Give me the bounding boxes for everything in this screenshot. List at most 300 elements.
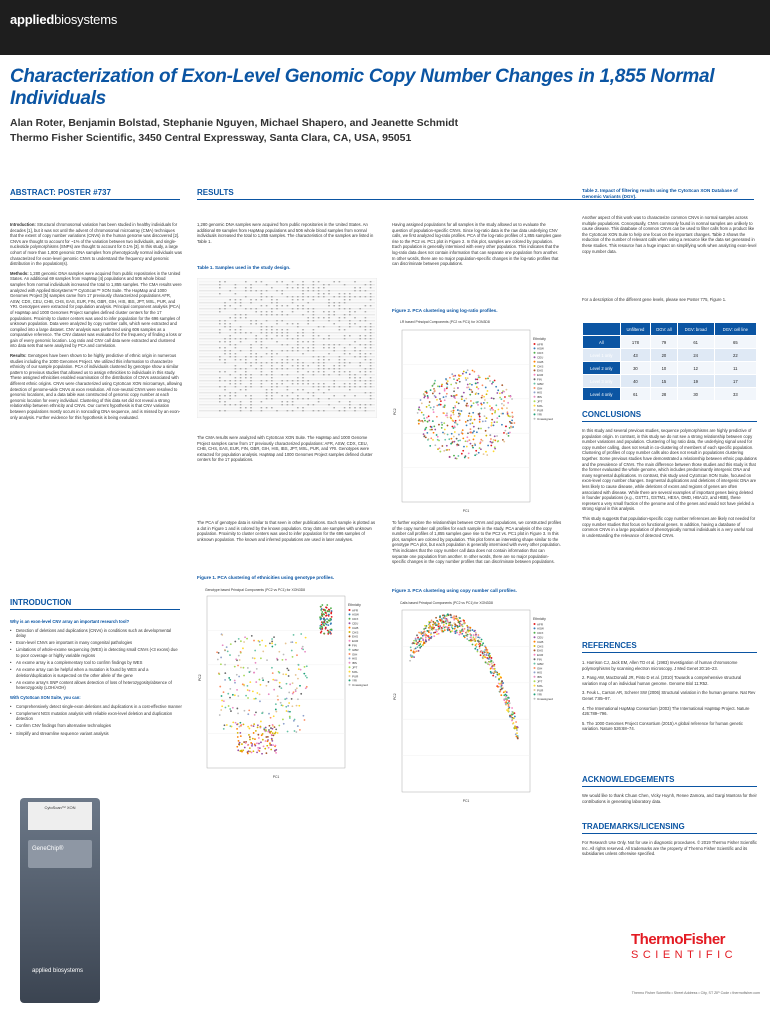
- data-point: [326, 614, 328, 616]
- data-point: [330, 607, 332, 609]
- data-point: [236, 728, 238, 730]
- legend-label: ASW: [537, 346, 544, 351]
- data-point: [250, 725, 252, 727]
- table1-cell: [370, 284, 372, 285]
- table1-cell: [292, 410, 294, 411]
- data-point: [271, 667, 273, 669]
- data-point: [475, 378, 477, 380]
- table1-cell: [318, 365, 320, 366]
- data-point: [271, 740, 273, 742]
- data-point: [457, 440, 459, 442]
- table1-cell: [240, 359, 242, 360]
- data-point: [320, 619, 322, 621]
- right-p2: For a description of the different gene levels, please see Poster 775, Figure 1.: [582, 297, 727, 302]
- table1-cell: [287, 287, 289, 288]
- table1-cell: [271, 302, 273, 303]
- legend-swatch: [349, 635, 351, 637]
- data-point: [433, 432, 435, 434]
- data-point: [416, 634, 418, 636]
- table1-cell: [297, 350, 299, 351]
- table1-cell: [235, 344, 237, 345]
- data-point: [492, 672, 494, 674]
- data-point: [444, 429, 446, 431]
- data-point: [499, 683, 501, 685]
- data-point: [505, 696, 507, 698]
- data-point: [275, 745, 277, 747]
- data-point: [269, 725, 271, 727]
- table1-cell: [229, 398, 231, 399]
- data-point: [239, 726, 241, 728]
- table1-cell: [365, 374, 367, 375]
- table1-cell: [297, 368, 299, 369]
- table1-cell: [287, 374, 289, 375]
- data-point: [217, 659, 219, 661]
- table1-cell: [250, 374, 252, 375]
- fig2-caption: Figure 2. PCA clustering using log-ratio profiles.: [392, 308, 498, 313]
- table1-cell: [318, 290, 320, 291]
- data-point: [252, 738, 254, 740]
- divider: [582, 786, 757, 787]
- table1-cell: [365, 353, 367, 354]
- table1-cell: [370, 395, 372, 396]
- table1-cell: [235, 359, 237, 360]
- table1-cell: [328, 284, 330, 285]
- table1-cell: [245, 314, 247, 315]
- table1-cell: [281, 365, 283, 366]
- table2-cell: 28: [651, 388, 678, 401]
- data-point: [463, 371, 465, 373]
- data-point: [290, 641, 292, 643]
- legend-swatch: [349, 622, 351, 624]
- table1-cell: [359, 377, 361, 378]
- table1-cell: [292, 296, 294, 297]
- legend-label: CHB: [352, 625, 359, 630]
- table1-cell: [240, 350, 242, 351]
- table1-cell: [281, 404, 283, 405]
- data-point: [453, 617, 455, 619]
- data-point: [490, 438, 492, 440]
- data-point: [498, 415, 500, 417]
- data-point: [216, 651, 218, 653]
- data-point: [427, 635, 429, 637]
- results-p5: To further explore the relationships between CNVs and populations, we constructed profiles of the copy number call profiles for each sample in the study. PCA analysis of the copy number call profiles of 1,855 samples gave rise to the PC2 vs. PC1 plot in Figure 3. In this plot, samples are colored by population. This plot forms an interesting shape similar to the genotype PCA plot, but each population is generally intermixed with every other population. This indicates that the copy number call data does not contain information that can separate one population from another. In other words, there are no major population-specific changes in the copy number profiles that can discriminate between populations.: [392, 520, 562, 565]
- data-point: [486, 649, 488, 651]
- data-point: [247, 753, 249, 755]
- trademarks-heading: TRADEMARKS/LICENSING: [582, 822, 685, 831]
- data-point: [220, 657, 222, 659]
- table2-cell: 10: [651, 362, 678, 375]
- data-point: [511, 412, 513, 414]
- introduction-heading: INTRODUCTION: [10, 598, 72, 607]
- table1-cell: [302, 389, 304, 390]
- table1-cell: [281, 374, 283, 375]
- table1-cell: [370, 335, 372, 336]
- legend-label: GBR: [537, 381, 544, 386]
- table1-cell: [328, 359, 330, 360]
- table1-cell: [365, 347, 367, 348]
- data-point: [451, 441, 453, 443]
- data-point: [425, 637, 427, 639]
- data-point: [419, 639, 421, 641]
- table1-cell: [250, 344, 252, 345]
- data-point: [291, 698, 293, 700]
- data-point: [260, 721, 262, 723]
- data-point: [300, 693, 302, 695]
- table1-row: [199, 398, 375, 399]
- data-point: [224, 672, 226, 674]
- table1-cell: [219, 347, 221, 348]
- table1-cell: [333, 302, 335, 303]
- data-point: [304, 719, 306, 721]
- data-point: [239, 659, 241, 661]
- table1-cell: [250, 302, 252, 303]
- table1-cell: [287, 338, 289, 339]
- affiliation: Thermo Fisher Scientific, 3450 Central Expressway, Santa Clara, CA, USA, 95051: [10, 132, 412, 144]
- data-point: [436, 399, 438, 401]
- data-point: [253, 640, 255, 642]
- data-point: [420, 645, 422, 647]
- data-point: [453, 387, 455, 389]
- data-point: [295, 674, 297, 676]
- table1-cell: [354, 395, 356, 396]
- data-point: [241, 743, 243, 745]
- data-point: [481, 397, 483, 399]
- data-point: [279, 672, 281, 674]
- legend-swatch: [534, 378, 536, 380]
- legend-swatch: [534, 685, 536, 687]
- table1-cell: [250, 323, 252, 324]
- table1-cell: [339, 371, 341, 372]
- data-point: [292, 682, 294, 684]
- table1-cell: [313, 341, 315, 342]
- table1-cell: [266, 362, 268, 363]
- table1-cell: [297, 335, 299, 336]
- table1-cell: [302, 383, 304, 384]
- table1-cell: [344, 302, 346, 303]
- table1-cell: [328, 368, 330, 369]
- table1-cell: [354, 281, 356, 282]
- table1-cell: [245, 371, 247, 372]
- data-point: [280, 687, 282, 689]
- table1-cell: [245, 296, 247, 297]
- thermofisher-logo: ThermoFisher: [631, 931, 726, 948]
- data-point: [466, 625, 468, 627]
- data-point: [462, 625, 464, 627]
- table1-cell: [313, 335, 315, 336]
- table1-cell: [328, 386, 330, 387]
- legend-swatch: [534, 623, 536, 625]
- table1-cell: [219, 371, 221, 372]
- data-point: [238, 676, 240, 678]
- data-point: [428, 415, 430, 417]
- table1-cell: [323, 284, 325, 285]
- data-point: [507, 710, 509, 712]
- table1-cell: [344, 350, 346, 351]
- table1-cell: [365, 329, 367, 330]
- data-point: [259, 750, 261, 752]
- table1-cell: [271, 392, 273, 393]
- data-point: [258, 737, 260, 739]
- data-point: [326, 618, 328, 620]
- table1-cell: [266, 347, 268, 348]
- table1-cell: [229, 353, 231, 354]
- legend-label: PUR: [537, 408, 544, 413]
- data-point: [462, 450, 464, 452]
- data-point: [453, 378, 455, 380]
- data-point: [279, 686, 281, 688]
- table1-cell: [328, 344, 330, 345]
- data-point: [244, 710, 246, 712]
- legend-label: ASW: [352, 612, 359, 617]
- table1-cell: [255, 341, 257, 342]
- data-point: [432, 621, 434, 623]
- table1-row: [199, 290, 375, 291]
- authors: Alan Roter, Benjamin Bolstad, Stephanie Nguyen, Michael Shapero, and Jeanette Schmidt: [10, 117, 459, 129]
- table1-cell: [229, 323, 231, 324]
- data-point: [485, 435, 487, 437]
- table1-cell: [229, 395, 231, 396]
- data-point: [234, 666, 236, 668]
- divider: [582, 833, 757, 834]
- data-point: [296, 654, 298, 656]
- table1-cell: [245, 317, 247, 318]
- table1-cell: [261, 410, 263, 411]
- data-point: [466, 631, 468, 633]
- references-heading: REFERENCES: [582, 641, 637, 650]
- table1-cell: [224, 308, 226, 309]
- data-point: [458, 413, 460, 415]
- data-point: [465, 440, 467, 442]
- data-point: [218, 652, 220, 654]
- table1-cell: [313, 371, 315, 372]
- table1-cell: [219, 287, 221, 288]
- data-point: [511, 415, 513, 417]
- data-point: [477, 404, 479, 406]
- table1-cell: [333, 368, 335, 369]
- legend-swatch: [534, 413, 536, 415]
- table1-cell: [354, 347, 356, 348]
- table2-header: DGV: broad: [677, 323, 714, 336]
- table1-cell: [370, 398, 372, 399]
- data-point: [423, 628, 425, 630]
- table1-cell: [224, 362, 226, 363]
- legend-label: CHB: [537, 359, 544, 364]
- data-point: [482, 421, 484, 423]
- table1-cell: [302, 335, 304, 336]
- data-point: [410, 650, 412, 652]
- data-point: [457, 409, 459, 411]
- data-point: [253, 732, 255, 734]
- data-point: [270, 744, 272, 746]
- data-point: [454, 425, 456, 427]
- data-point: [451, 626, 453, 628]
- table1-cell: [359, 335, 361, 336]
- data-point: [488, 427, 490, 429]
- data-point: [439, 615, 441, 617]
- data-point: [261, 753, 263, 755]
- table1-cell: [271, 311, 273, 312]
- data-point: [486, 402, 488, 404]
- data-point: [432, 439, 434, 441]
- table1-cell: [313, 386, 315, 387]
- data-point: [417, 412, 419, 414]
- data-point: [501, 688, 503, 690]
- legend-label: CDX: [537, 631, 544, 636]
- table1-cell: [287, 332, 289, 333]
- table1-cell: [323, 296, 325, 297]
- data-point: [240, 667, 242, 669]
- table1-cell: [370, 380, 372, 381]
- table1-cell: [287, 380, 289, 381]
- data-point: [252, 657, 254, 659]
- data-point: [262, 679, 264, 681]
- data-point: [473, 402, 475, 404]
- table1-cell: [370, 344, 372, 345]
- table1-cell: [287, 368, 289, 369]
- data-point: [423, 643, 425, 645]
- table1-cell: [224, 359, 226, 360]
- data-point: [232, 721, 234, 723]
- divider: [10, 609, 180, 610]
- conclusions-body: In this study and several previous studies, sequence polymorphisms are highly predictive of population origin. In contrast, in this study we do not see a strong relationship between copy number variations and population. Clustering of log ratio data, the underlying signal used for copy number calling, does not result in co-clustering of members of each specific population. Clustering of profiles of copy number calls also does not result in populations clustering together. Some previous studies have demonstrated a relationship between ethnic populations and the prevalence of CNVs. The main difference between those studies and this study is that the former evaluated the whole genome, which includes predominantly intergenic DNA and many segmental duplications. In contrast, this study used CytoScan XON Suite, focused on exon-level copy number changes. Segmental duplications and deletions of intergenic DNA are less likely to cause disease, while deletions of exons and regions of genes are often associated with disease. While there are several examples of important genes being deleted in founder populations (e.g., GSTT1, GSTM1, HEXA, DMD, HBA1/2, and HBB), these represent a very small fraction of the genome and of the genes and would not have yielded a strong signal in this analysis. This study suggests that population-specific copy number references are likely not needed for copy number studies that focus on functional genes. In addition, having a database of common CNVs in a large population of phenotypically normal individuals is a very useful tool in understanding the relevance of detected CNVs.: [582, 428, 757, 538]
- data-point: [248, 750, 250, 752]
- table1-cell: [323, 365, 325, 366]
- table1-cell: [261, 329, 263, 330]
- table1-cell: [307, 320, 309, 321]
- table1-cell: [323, 410, 325, 411]
- data-point: [304, 651, 306, 653]
- table1-cell: [354, 296, 356, 297]
- data-point: [246, 638, 248, 640]
- data-point: [474, 444, 476, 446]
- table1-cell: [261, 293, 263, 294]
- data-point: [453, 407, 455, 409]
- table1-cell: [250, 398, 252, 399]
- data-point: [425, 391, 427, 393]
- table1-cell: [339, 368, 341, 369]
- table1-cell: [292, 347, 294, 348]
- table1-cell: [235, 353, 237, 354]
- table1-cell: [370, 377, 372, 378]
- table1-cell: [287, 410, 289, 411]
- table1-cell: [349, 377, 351, 378]
- table1-row: [199, 293, 375, 294]
- table1-caption: Table 1. Samples used in the study design.: [197, 265, 291, 270]
- legend-label: MXL: [352, 669, 359, 674]
- data-point: [454, 632, 456, 634]
- data-point: [498, 678, 500, 680]
- data-point: [240, 724, 242, 726]
- data-point: [494, 412, 496, 414]
- table1-cell: [307, 323, 309, 324]
- table1-cell: [287, 362, 289, 363]
- data-point: [295, 689, 297, 691]
- table1-cell: [276, 410, 278, 411]
- table1-cell: [281, 383, 283, 384]
- data-point: [285, 673, 287, 675]
- data-point: [465, 455, 467, 457]
- data-point: [439, 451, 441, 453]
- data-point: [453, 410, 455, 412]
- table1-cell: [333, 407, 335, 408]
- data-point: [504, 430, 506, 432]
- data-point: [259, 679, 261, 681]
- data-point: [467, 634, 469, 636]
- table1-cell: [344, 359, 346, 360]
- table1-cell: [297, 365, 299, 366]
- data-point: [434, 380, 436, 382]
- data-point: [473, 634, 475, 636]
- table1-cell: [224, 281, 226, 282]
- table1-cell: [323, 317, 325, 318]
- results-heading: RESULTS: [197, 188, 234, 197]
- table1-cell: [328, 290, 330, 291]
- table1-cell: [344, 362, 346, 363]
- data-point: [478, 375, 480, 377]
- table1-cell: [354, 410, 356, 411]
- data-point: [454, 397, 456, 399]
- table1-cell: [271, 377, 273, 378]
- table1-cell: [328, 389, 330, 390]
- data-point: [421, 420, 423, 422]
- poster-title: Characterization of Exon-Level Genomic Copy Number Changes in 1,855 Normal Individuals: [10, 66, 715, 109]
- data-point: [511, 714, 513, 716]
- table1-cell: [354, 380, 356, 381]
- table1-cell: [271, 353, 273, 354]
- data-point: [495, 386, 497, 388]
- data-point: [443, 621, 445, 623]
- table1-cell: [250, 308, 252, 309]
- data-point: [487, 445, 489, 447]
- data-point: [321, 604, 323, 606]
- table1-cell: [261, 374, 263, 375]
- data-point: [286, 668, 288, 670]
- data-point: [326, 604, 328, 606]
- data-point: [259, 693, 261, 695]
- table1-cell: [344, 293, 346, 294]
- data-point: [229, 688, 231, 690]
- table1-cell: [365, 317, 367, 318]
- intro-bullets: [10, 628, 182, 691]
- data-point: [466, 446, 468, 448]
- data-point: [442, 615, 444, 617]
- table1-cell: [224, 347, 226, 348]
- data-point: [456, 632, 458, 634]
- data-point: [493, 398, 495, 400]
- table1-cell: [344, 353, 346, 354]
- data-point: [421, 412, 423, 414]
- data-point: [461, 410, 463, 412]
- data-point: [453, 414, 455, 416]
- data-point: [247, 697, 249, 699]
- data-point: [329, 618, 331, 620]
- table1-cell: [365, 359, 367, 360]
- table1-cell: [354, 350, 356, 351]
- table1-cell: [292, 302, 294, 303]
- table1-cell: [255, 320, 257, 321]
- table1-cell: [318, 335, 320, 336]
- table1-cell: [297, 359, 299, 360]
- data-point: [456, 401, 458, 403]
- data-point: [477, 649, 479, 651]
- data-point: [471, 391, 473, 393]
- data-point: [272, 728, 274, 730]
- table1-cell: [344, 314, 346, 315]
- data-point: [469, 630, 471, 632]
- data-point: [497, 389, 499, 391]
- table1-cell: [318, 368, 320, 369]
- data-point: [444, 390, 446, 392]
